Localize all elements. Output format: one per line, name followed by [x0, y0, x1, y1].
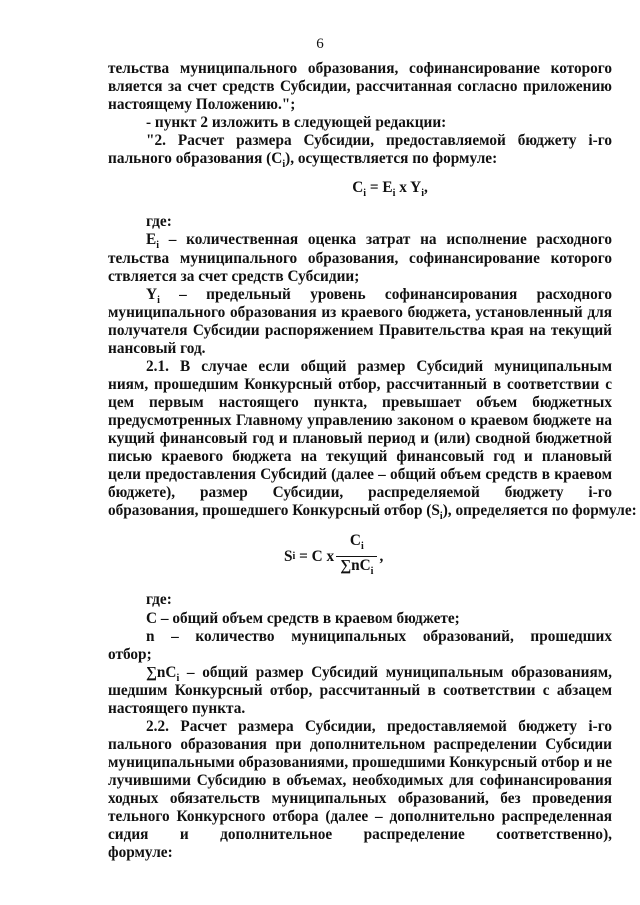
text-line: бюджете), размер Субсидии, распределяемой бюджету i-го — [108, 484, 612, 502]
formula-part: = C x — [295, 547, 335, 565]
text-line: 2.1. В случае если общий размер Субсидий муниципальным — [146, 357, 612, 375]
formula-part: = E — [366, 179, 393, 197]
page-number: 6 — [316, 36, 324, 52]
subscript: i — [156, 240, 159, 250]
text-span: образования, прошедшего Конкурсный отбор (S — [108, 502, 440, 520]
subscript: i — [360, 541, 364, 553]
text-line: нансовый год. — [108, 339, 206, 357]
subscript: i — [363, 188, 367, 200]
text-line: где: — [146, 591, 172, 609]
formula-part: , — [423, 179, 428, 197]
text-line: муниципального образования из краевого бюджета, установленный для — [108, 303, 612, 321]
text-line: лучившими Субсидию в объемах, необходимых для софинансирования — [108, 771, 612, 789]
text-line — [108, 231, 612, 249]
text-span: вляется за счет средств Субсидии, рассчитанная согласно приложению — [108, 78, 612, 96]
text-line: получателя Субсидии распоряжением Правительства края на текущий — [108, 321, 612, 339]
subscript: i — [282, 159, 286, 171]
text-line: n – количество муниципальных образований, прошедших — [146, 627, 612, 645]
text-span: – общий размер Субсидий муниципальным образованиям, — [186, 663, 612, 681]
fraction — [336, 532, 377, 581]
text-line — [108, 286, 612, 304]
subscript: i — [176, 672, 180, 682]
subscript: i — [292, 550, 296, 562]
text-line: "2. Расчет размера Субсидии, предоставляемой бюджету i-го — [146, 132, 612, 150]
text-line — [108, 150, 612, 174]
text-line: ниям, прошедшим Конкурсный отбор, рассчитанный в соответствии с — [108, 375, 612, 393]
text-line: настоящего пункта. — [108, 699, 246, 717]
text-span: пального образования (C — [108, 150, 283, 168]
text-line: настоящему Положению."; — [108, 96, 296, 114]
text-line: кущий финансовый год и плановый период и (или) сводной бюджетной — [108, 429, 612, 447]
text-line — [108, 78, 612, 96]
text-line: - пункт 2 изложить в следующей редакции: — [146, 114, 447, 132]
formula-part: C — [352, 179, 364, 197]
text-span: – количественная оценка затрат на исполнение расходного — [168, 231, 612, 249]
text-span: ∑nC — [146, 663, 177, 681]
text-span: ), осуществляется по формуле: — [285, 150, 498, 168]
formula-part: S — [284, 547, 293, 565]
text-span: E — [146, 231, 157, 249]
formula-ci — [108, 179, 612, 203]
document-body — [108, 60, 637, 862]
fraction-numerator — [346, 532, 368, 556]
formula-part: C — [349, 532, 361, 550]
text-line: цем первым настоящего пункта, превышает объем бюджетных — [108, 393, 612, 411]
text-line: тельного Конкурсного отбора (далее – дополнительно распределенная — [108, 808, 612, 826]
text-line: тельства муниципального образования, софинансирование которого — [108, 60, 612, 77]
text-line: шедшим Конкурсный отбор, рассчитанный в соответствии с абзацем — [108, 681, 612, 699]
text-span: Y — [146, 285, 158, 303]
formula-part: ∑nC — [340, 557, 371, 575]
text-line: ходных обязательств муниципальных образований, без проведения — [108, 789, 612, 807]
subscript: i — [439, 511, 443, 523]
text-line: предусмотренных Главному управлению законом о краевом бюджете на — [108, 411, 612, 429]
text-line: ствляется за счет средств Субсидии; — [108, 267, 360, 285]
text-line: тельства муниципального образования, софинансирование которого — [108, 249, 612, 267]
subscript: i — [157, 294, 160, 304]
text-line: цели предоставления Субсидий (далее – общий объем средств в краевом — [108, 466, 612, 484]
fraction-denominator — [336, 557, 377, 581]
subscript: i — [370, 566, 374, 578]
text-line: муниципальными образованиями, прошедшими Конкурсный отбор и не — [108, 753, 612, 771]
text-line: 2.2. Расчет размера Субсидии, предоставляемой бюджету i-го — [146, 717, 612, 735]
text-line: писью краевого бюджета на текущий финансовый год и плановый — [108, 448, 612, 466]
text-line: формуле: — [108, 844, 173, 862]
text-line: сидия и дополнительное распределение соответственно), — [108, 826, 612, 844]
text-span: ), определяется по формуле: — [442, 502, 637, 520]
text-line: где: — [146, 213, 172, 231]
text-line — [108, 502, 637, 526]
formula-part: , — [379, 547, 384, 565]
formula-part: x Y — [395, 179, 422, 197]
text-span: – предельный уровень софинансирования расходного — [179, 285, 612, 303]
text-line: пального образования при дополнительном распределении Субсидии — [108, 735, 612, 753]
subscript: i — [421, 188, 424, 200]
formula-si — [108, 532, 612, 581]
text-line: отбор; — [108, 645, 152, 663]
text-line — [108, 664, 612, 682]
text-line: C – общий объем средств в краевом бюджете; — [146, 609, 460, 627]
subscript: i — [392, 188, 396, 200]
